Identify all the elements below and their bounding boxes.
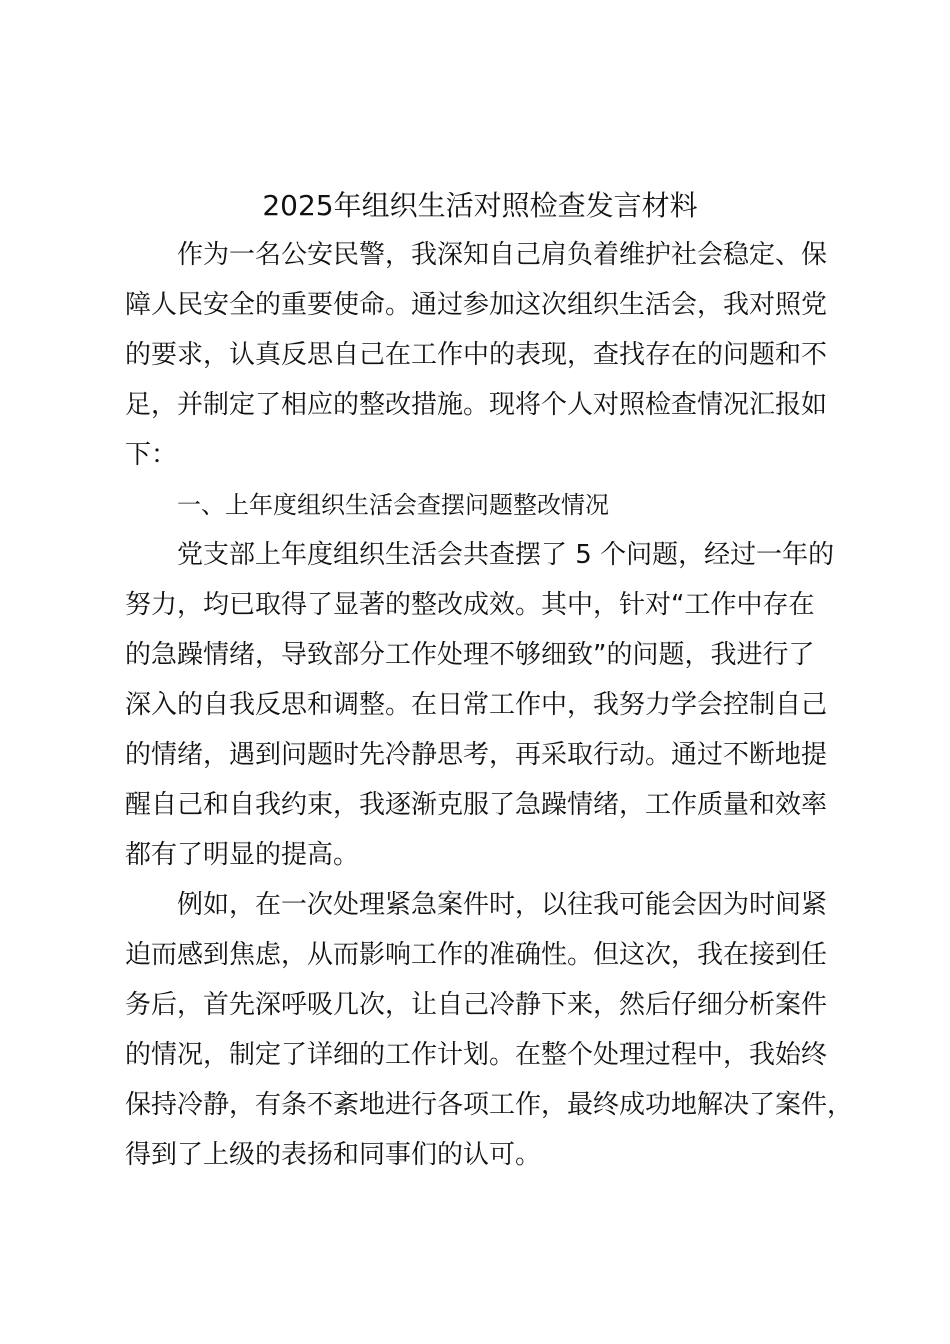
paragraph-2-line-2: 努力，均已取得了显著的整改成效。其中，针对“工作中存在 <box>125 590 815 620</box>
paragraph-3-line-6: 得到了上级的表扬和同事们的认可。 <box>125 1140 542 1170</box>
paragraph-3-line-1: 例如，在一次处理紧急案件时，以往我可能会因为时间紧 <box>177 890 828 920</box>
paragraph-1-line-5: 下： <box>125 440 178 470</box>
paragraph-1-line-2: 障人民安全的重要使命。通过参加这次组织生活会，我对照党 <box>125 290 828 320</box>
section-heading-1: 一、上年度组织生活会查摆问题整改情况 <box>177 491 609 519</box>
paragraph-3-line-2: 迫而感到焦虑，从而影响工作的准确性。但这次，我在接到任 <box>125 940 828 970</box>
paragraph-2-line-1: 党支部上年度组织生活会共查摆了 5 个问题，经过一年的 <box>177 540 835 570</box>
paragraph-2-line-3: 的急躁情绪，导致部分工作处理不够细致”的问题，我进行了 <box>125 640 815 670</box>
paragraph-2-line-7: 都有了明显的提高。 <box>125 840 360 870</box>
document-title: 2025年组织生活对照检查发言材料 <box>262 189 698 222</box>
paragraph-2-line-5: 的情绪，遇到问题时先冷静思考，再采取行动。通过不断地提 <box>125 740 828 770</box>
paragraph-3-line-5: 保持冷静，有条不紊地进行各项工作，最终成功地解决了案件， <box>125 1090 854 1120</box>
paragraph-1-line-1: 作为一名公安民警，我深知自己肩负着维护社会稳定、保 <box>177 240 828 270</box>
paragraph-2-line-4: 深入的自我反思和调整。在日常工作中，我努力学会控制自己 <box>125 690 828 720</box>
paragraph-3-line-4: 的情况，制定了详细的工作计划。在整个处理过程中，我始终 <box>125 1040 828 1070</box>
document-body <box>125 230 854 1180</box>
paragraph-2-line-6: 醒自己和自我约束，我逐渐克服了急躁情绪，工作质量和效率 <box>125 790 828 820</box>
paragraph-3-line-3: 务后，首先深呼吸几次，让自己冷静下来，然后仔细分析案件 <box>125 990 828 1020</box>
paragraph-1-line-4: 足，并制定了相应的整改措施。现将个人对照检查情况汇报如 <box>125 390 828 420</box>
paragraph-1-line-3: 的要求，认真反思自己在工作中的表现，查找存在的问题和不 <box>125 340 828 370</box>
